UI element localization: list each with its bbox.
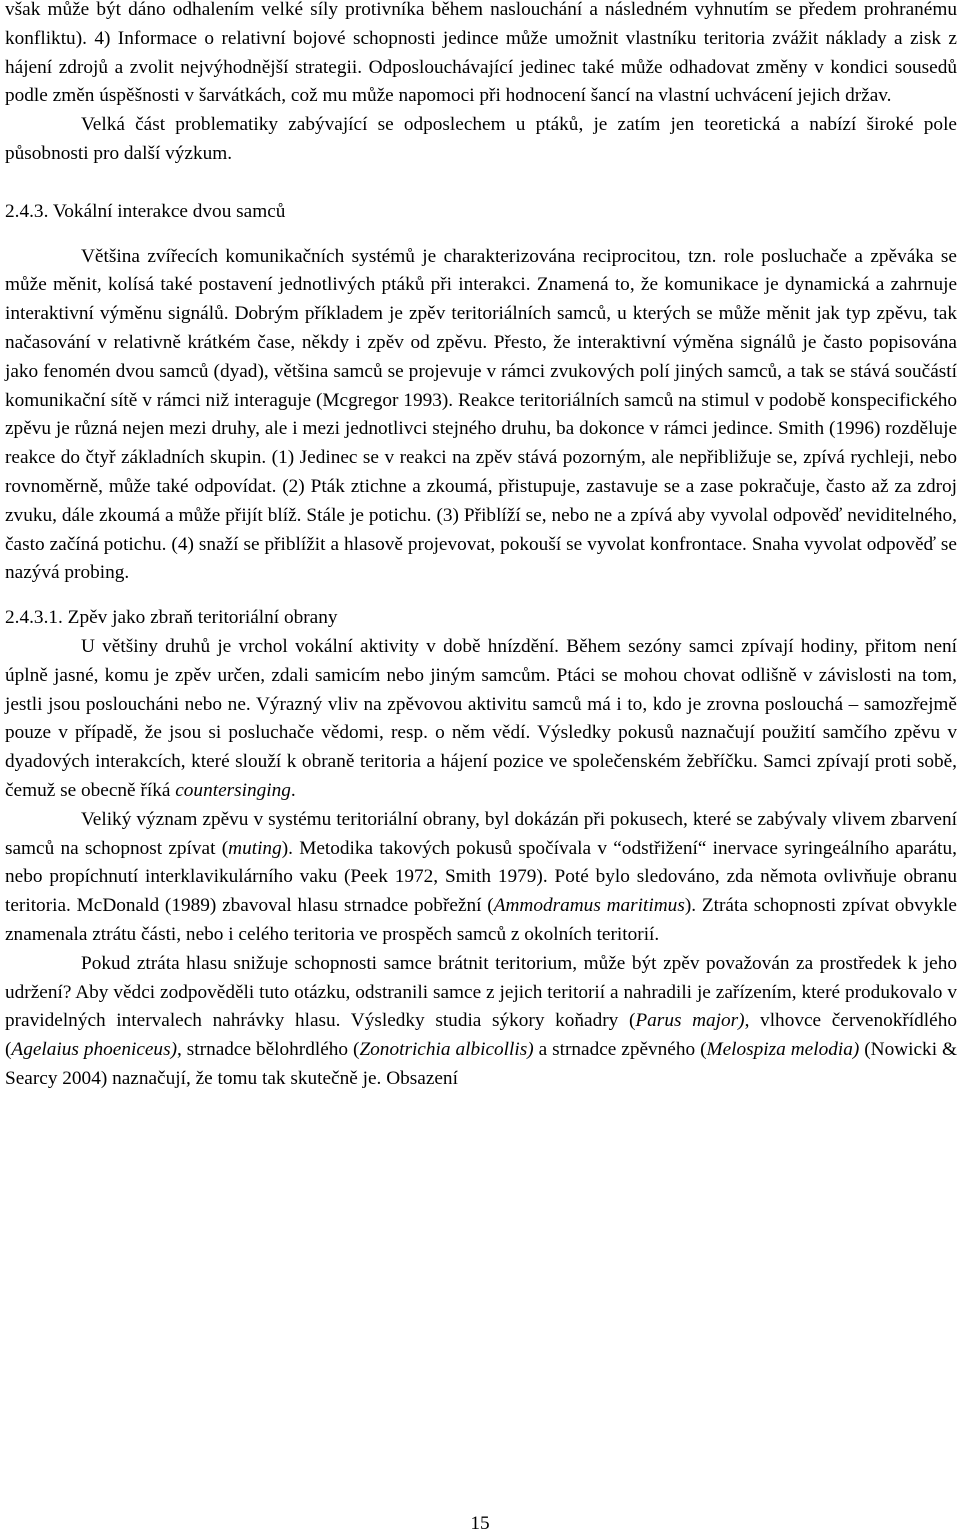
species-name: Melospiza melodia) bbox=[706, 1039, 860, 1061]
paragraph-muting-experiments bbox=[5, 806, 957, 950]
text-run: , strnadce bělohrdlého ( bbox=[177, 1039, 360, 1061]
section-heading-2-4-3: 2.4.3. Vokální interakce dvou samců bbox=[5, 200, 286, 222]
italic-term: countersinging bbox=[175, 779, 291, 801]
paragraph-continuation: však může být dáno odhalením velké síly protivníka během naslouchání a následném vyhnutím se předem prohranému konfliktu). 4) Informace o relativní bojové schopnosti jedince může umožnit vlastníku teritoria zvážit náklady a zisk z hájení zdrojů a zvolit nejvýhodnější strategii. Odposlouchávající jedinec také může odhadovat změny v kondici sousedů podle změn úspěšnosti v šarvátkách, což mu může napomoci při hodnocení šancí na vlastní uchvácení jejich držav. bbox=[5, 0, 957, 107]
text-run: Pokud ztráta hlasu snižuje schopnosti samce brátnit teritorium, může být zpěv považován za prostředek k jeho udržení? Aby vědci zodpověděli tuto otázku, odstranili samce z jejich teritorií a nahradili je zařízením, které produkovalo v pravidelných intervalech nahrávky hlasu. Výsledky studia sýkory koňadry ( bbox=[5, 952, 957, 1032]
species-name: Ammodramus maritimus bbox=[493, 895, 685, 917]
italic-term: muting bbox=[228, 837, 282, 859]
text-run: (Nowicki & Searcy 2004) naznačují, že tomu tak skutečně je. Obsazení bbox=[5, 1039, 957, 1089]
text-run: U většiny druhů je vrchol vokální aktivity v době hnízdění. Během sezóny samci zpívají hodiny, přitom není úplně jasné, komu je zpěv určen, zdali samicím nebo jiným samcům. Ptáci se mohou chovat odlišně v závislosti na tom, jestli jsou posloucháni nebo ne. Výrazný vliv na zpěvovou aktivitu samců má i to, kdo je zrovna poslouchá – samozřejmě pouze v případě, že jsou si posluchače vědomi, resp. o něm vědí. Výsledky pokusů naznačují použití samčího zpěvu v dyadových interakcích, které slouží k obraně teritoria a hájení pozice ve společenském žebříčku. Samci zpívají proti sobě, čemuž se obecně říká bbox=[5, 635, 957, 801]
text-run: . bbox=[290, 779, 296, 801]
paragraph-song-territory-defense bbox=[5, 633, 957, 806]
paragraph-speaker-replacement bbox=[5, 950, 957, 1094]
species-name: Agelaius phoeniceus) bbox=[11, 1039, 178, 1061]
text-run: Veliký význam zpěvu v systému teritoriální obrany, byl dokázán při pokusech, které se zabývaly vlivem zbarvení samců na schopnost zpívat ( bbox=[5, 808, 957, 859]
text-run: ). Ztráta schopnosti zpívat obvykle znamenala ztrátu části, nebo i celého teritoria ve prospěch samců z okolních teritorií. bbox=[5, 895, 957, 945]
page-number: 15 bbox=[470, 1513, 490, 1534]
text-run: ). Metodika takových pokusů spočívala v “odstřižení“ inervace syringeálního aparátu, nebo propíchnutí interklavikulárního vaku (Peek 1972, Smith 1979). Poté bylo sledováno, zda němota ovlivňuje obranu teritoria. McDonald (1989) zbavoval hlasu strnadce pobřežní ( bbox=[5, 837, 957, 917]
species-name: Parus major) bbox=[635, 1010, 745, 1032]
species-name: Zonotrichia albicollis) bbox=[359, 1039, 534, 1061]
paragraph-vocal-interaction: Většina zvířecích komunikačních systémů je charakterizována reciprocitou, tzn. role posluchače a zpěváka se může měnit, kolísá také postavení jednotlivých ptáků při interakci. Znamená to, že komunikace je dynamická a zahrnuje interaktivní výměnu signálů. Dobrým příkladem je zpěv teritoriálních samců, u kterých se může měnit jak typ zpěvu, tak načasování v relativně krátkém čase, někdy i zpěv od zpěvu. Přesto, že interaktivní výměna signálů je často popisována jako fenomén dvou samců (dyad), většina samců se projevuje v rámci zvukových polí jiných samců, a tak se stává součástí komunikační sítě v rámci niž interaguje (Mcgregor 1993). Reakce teritoriálních samců na stimul v podobě konspecifického zpěvu je různá nejen mezi druhy, ale i mezi jednotlivci stejného druhu, ba dokonce v rámci jedince. Smith (1996) rozděluje reakce do čtyř základních skupin. (1) Jedinec se v reakci na zpěv stává pozorným, ale nepřibližuje se, zpívá rychleji, nebo rovnoměrně, může také odpovídat. (2) Pták ztichne a zkoumá, přistupuje, zastavuje se a zase pokračuje, často až za zdroj zvuku, dále zkoumá a může přijít blíž. Stále je potichu. (3) Přiblíží se, nebo ne a zpívá aby vyvolal odpověď neviditelného, často začíná potichu. (4) snaží se přiblížit a hlasově projevovat, pokouší se vyvolat konfrontace. Snaha vyvolat odpověď se nazývá probing. bbox=[5, 245, 957, 584]
paragraph-eavesdropping-research: Velká část problematiky zabývající se odposlechem u ptáků, je zatím jen teoretická a nabízí široké pole působnosti pro další výzkum. bbox=[5, 114, 957, 164]
text-run: , vlhovce červenokřídlého ( bbox=[5, 1010, 958, 1061]
section-heading-2-4-3-1: 2.4.3.1. Zpěv jako zbraň teritoriální obrany bbox=[5, 607, 338, 629]
document-page bbox=[5, 0, 957, 1094]
text-run: a strnadce zpěvného ( bbox=[533, 1039, 707, 1061]
